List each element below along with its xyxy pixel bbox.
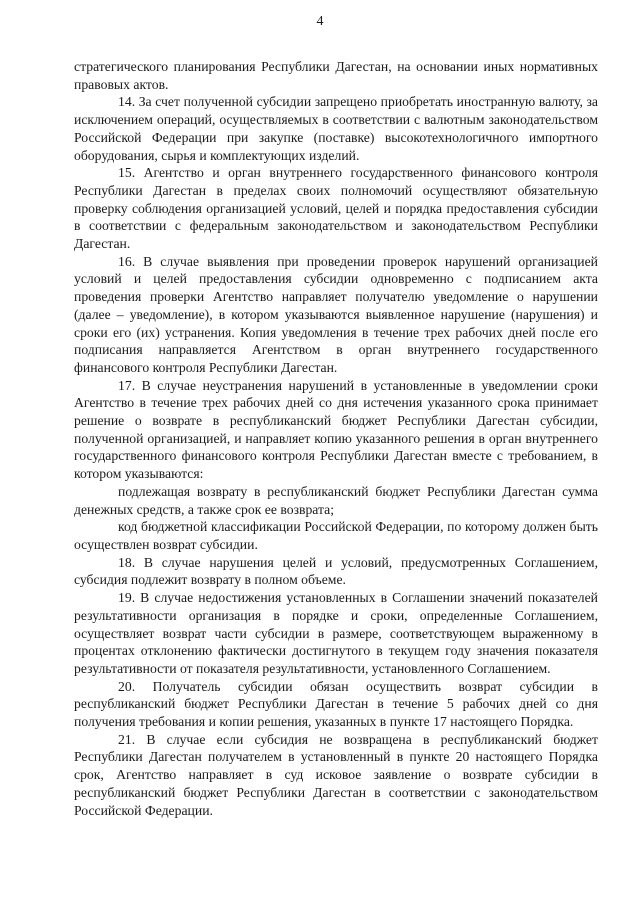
paragraph-15: 15. Агентство и орган внутреннего государственного финансового контроля Республики Дагестан в пределах своих полномочий осуществляют обязательную проверку соблюдения организацией условий, целей и порядка предоставления субсидии в соответствии с федеральным законодательством и законодательством Республики Дагестан. <box>74 165 598 252</box>
paragraph-14: 14. За счет полученной субсидии запрещено приобретать иностранную валюту, за исключением операций, осуществляемых в соответствии с валютным законодательством Российской Федерации при закупке (поставке) высокотехнологичного импортного оборудования, сырья и комплектующих изделий. <box>74 94 598 163</box>
paragraph-20: 20. Получатель субсидии обязан осуществить возврат субсидии в республиканский бюджет Республики Дагестан в течение 5 рабочих дней со дня получения требования и копии решения, указанных в пункте 17 настоящего Порядка. <box>74 678 598 730</box>
paragraph-18: 18. В случае нарушения целей и условий, предусмотренных Соглашением, субсидия подлежит возврату в полном объеме. <box>74 554 598 588</box>
paragraph-continuation: стратегического планирования Республики Дагестан, на основании иных нормативных правовых актов. <box>74 59 598 92</box>
paragraph-21: 21. В случае если субсидия не возвращена в республиканский бюджет Республики Дагестан получателем в установленный в пункте 20 настоящего Порядка срок, Агентство направляет в суд исковое заявление о возврате субсидии в республиканский бюджет Республики Дагестан в соответствии с законодательством Российской Федерации. <box>74 731 598 818</box>
paragraph-16: 16. В случае выявления при проведении проверок нарушений организацией условий и целей предоставления субсидии одновременно с подписанием акта проведения проверки Агентство направляет получателю уведомление о нарушении (далее – уведомление), в котором указываются выявленное нарушение (нарушения) и сроки его (их) устранения. Копия уведомления в течение трех рабочих дней после его подписания направляется Агентством в орган внутреннего государственного финансового контроля Республики Дагестан. <box>74 253 598 375</box>
document-body <box>74 58 598 819</box>
page-number: 4 <box>316 14 324 29</box>
paragraph-17-item-2: код бюджетной классификации Российской Федерации, по которому должен быть осуществлен возврат субсидии. <box>74 519 598 552</box>
paragraph-17: 17. В случае неустранения нарушений в установленные в уведомлении сроки Агентство в течение трех рабочих дней со дня истечения указанного срока принимает решение о возврате в республиканский бюджет Республики Дагестан субсидии, полученной организацией, и направляет копию указанного решения в орган внутреннего государственного финансового контроля Республики Дагестан вместе с требованием, в котором указываются: <box>74 377 598 482</box>
paragraph-17-item-1: подлежащая возврату в республиканский бюджет Республики Дагестан сумма денежных средств, а также срок ее возврата; <box>74 483 598 517</box>
paragraph-19: 19. В случае недостижения установленных в Соглашении значений показателей результативности организация в порядке и сроки, определенные Соглашением, осуществляет возврат части субсидии в размере, соответствующем выраженному в процентах отклонению фактически достигнутого в текущем году значения показателя результативности от показателя результативности, установленного Соглашением. <box>74 590 598 676</box>
